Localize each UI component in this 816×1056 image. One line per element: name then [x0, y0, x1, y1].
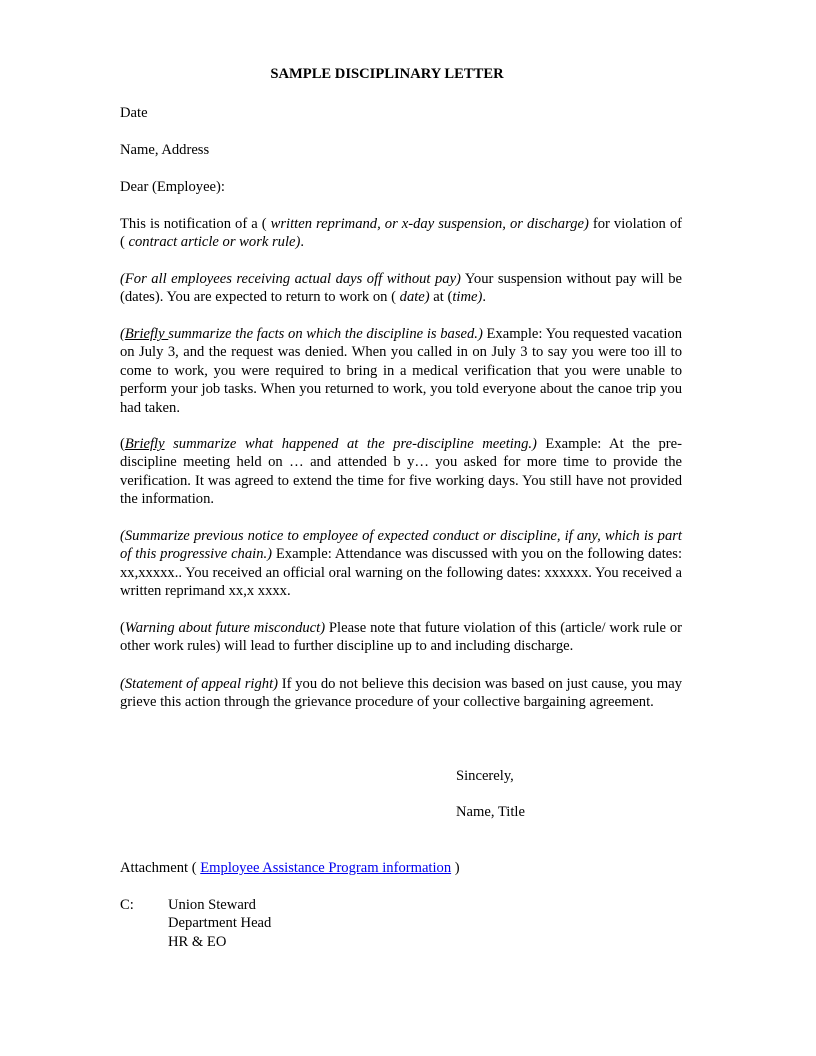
name-address-line: Name, Address [120, 142, 210, 158]
closing: Sincerely, [456, 768, 514, 784]
text: ( [120, 436, 125, 452]
text: ) [451, 860, 460, 876]
meeting-paragraph [120, 435, 682, 509]
text: ( [120, 620, 125, 636]
instruction-text: (For all employees receiving actual days off without pay) [120, 271, 461, 287]
attachment-label: Attachment ( [120, 860, 201, 876]
example-text: Example: Attendance was discussed with you on the following dates: xx,xxxxx.. You received an official oral warning on the following dates: xxxxxx. You received a written reprimand xx,x xxxx. [120, 546, 683, 600]
cc-label: C: [120, 897, 134, 913]
example-text: Example: You requested vacation on July 3, and the request was denied. When you called in on July 3 to say you were too ill to come to work, you were required to bring in a medical verification that you were unable to perform your job tasks. When you returned to work, you told everyone about the canoe trip you had taken. [120, 326, 682, 416]
example-text: Example: At the pre-discipline meeting held on … and attended b y… you asked for more time to provide the verification. It was agreed to extend the time for five working days. You still have not provided the information. [120, 436, 682, 508]
eap-information-link[interactable]: Employee Assistance Program information [200, 860, 452, 876]
instruction-text: summarize what happened at the pre-discipline meeting.) [164, 436, 537, 452]
cc-recipient: Department Head [168, 915, 272, 932]
letter-title: SAMPLE DISCIPLINARY LETTER [270, 66, 504, 82]
warning-paragraph [120, 619, 682, 656]
text: ( [120, 326, 125, 342]
instruction-text: (Summarize previous notice to employee of expected conduct or discipline, if any, which is part of this progressive chain.) [120, 528, 682, 563]
text: . [300, 234, 305, 251]
date-line: Date [120, 105, 148, 121]
placeholder-action-type: written reprimand, or x-day suspension, or discharge) [270, 216, 589, 232]
instruction-text: summarize the facts on which the discipline is based.) [168, 326, 483, 342]
text: at ( [429, 289, 453, 306]
placeholder-time: time) [452, 289, 483, 306]
cc-list [168, 896, 271, 951]
facts-paragraph [120, 325, 682, 417]
text: for violation of ( [120, 216, 682, 251]
instruction-emphasis: Briefly [124, 326, 169, 342]
body-text: If you do not believe this decision was based on just cause, you may grieve this action through the grievance procedure of your collective bargaining agreement. [120, 676, 682, 711]
text: This is notification of a ( [120, 216, 271, 232]
cc-recipient: Union Steward [168, 897, 256, 913]
suspension-paragraph [120, 270, 682, 307]
attachment-line [120, 859, 682, 877]
text: Your suspension without pay will be (dates). You are expected to return to work on ( [120, 271, 682, 306]
salutation: Dear (Employee): [120, 179, 225, 195]
body-text: Please note that future violation of this (article/ work rule or other work rules) will lead to further discipline up to and including discharge. [120, 620, 682, 655]
appeal-paragraph [120, 675, 682, 712]
placeholder-violation: contract article or work rule) [128, 234, 301, 251]
text: . [482, 289, 486, 306]
instruction-emphasis: Briefly [124, 436, 165, 452]
placeholder-date: date) [399, 289, 430, 306]
instruction-text: Warning about future misconduct) [124, 620, 326, 636]
previous-notice-paragraph [120, 527, 682, 601]
notification-paragraph [120, 215, 682, 252]
cc-recipient: HR & EO [168, 933, 227, 950]
instruction-text: (Statement of appeal right) [120, 676, 278, 692]
signature: Name, Title [456, 804, 525, 820]
